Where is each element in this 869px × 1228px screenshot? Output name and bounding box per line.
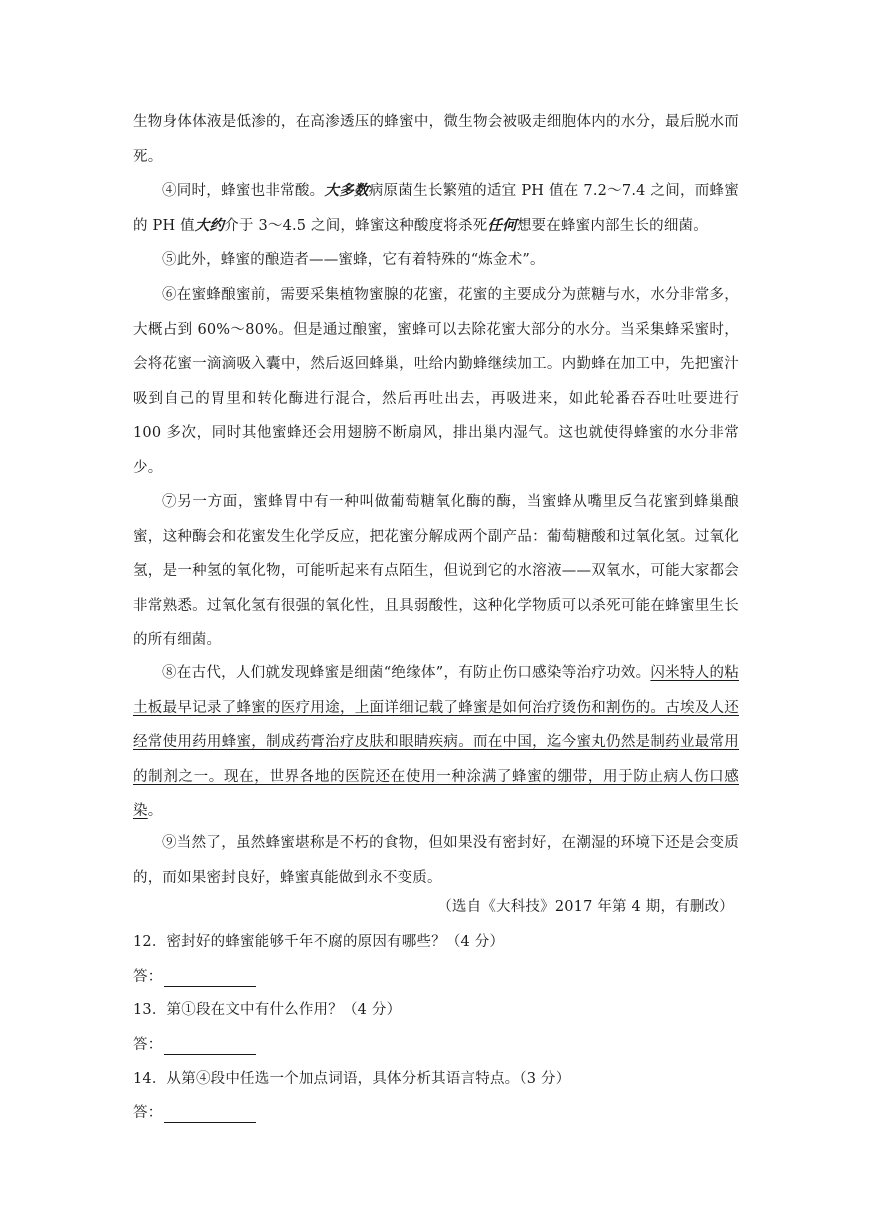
answer-line-14 [133,1103,256,1123]
answer-label: 答： [133,969,163,985]
paragraph-5: ⑤此外，蜂蜜的酿造者——蜜蜂，它有着特殊的“炼金术”。 [162,252,545,268]
paragraph-6: ⑥在蜜蜂酿蜜前，需要采集植物蜜腺的花蜜，花蜜的主要成分为蔗糖与水，水分非常多，大概占到 60%～80%。但是通过酿蜜，蜜蜂可以去除花蜜大部分的水分。当采集蜂采蜜时，会将花蜜一滴滴吸入囊中，然后返回蜂巢，吐给内勤蜂继续加工。内勤蜂在加工中，先把蜜汁吸到自己的胃里和转化酶进行混合，然后再吐出去，再吸进来，如此轮番吞吞吐吐要进行 100 多次，同时其他蜜蜂还会用翅膀不断扇风，排出巢内湿气。这也就使得蜂蜜的水分非常少。 [133,287,739,476]
answer-line-13 [133,1035,256,1055]
p4-text-c: 介于 3～4.5 之间，蜂蜜这种酸度将杀死 [224,217,488,234]
dotted-word-3: 任何 [487,217,517,234]
dotted-word-1: 大多数 [324,183,369,199]
answer-label: 答： [133,1037,163,1053]
dotted-word-2: 大约 [194,217,225,234]
answer-label: 答： [133,1105,163,1121]
question-14: 14．从第④段中任选一个加点词语，具体分析其语言特点。（3 分） [133,1071,571,1087]
p4-text-a: ④同时，蜂蜜也非常酸。 [162,183,325,199]
p4-text-b: 病原菌生长繁殖的适宜 PH 值在 7.2～7.4 之间，而蜂蜜的 PH 值 [133,183,739,234]
paragraph-4 [133,174,739,243]
question-12: 12．密封好的蜂蜜能够千年不腐的原因有哪些？（4 分） [133,934,505,950]
underlined-passage: 闪米特人的粘土板最早记录了蜂蜜的医疗用途，上面详细记载了蜂蜜是如何治疗烫伤和割伤的。古埃及人还经常使用药用蜂蜜，制成药膏治疗皮肤和眼睛疾病。而在中国，迄今蜜丸仍然是制药业最常用的制剂之一。现在，世界各地的医院还在使用一种涂满了蜂蜜的绷带，用于防止病人伤口感染 [133,665,739,819]
paragraph-9: ⑨当然了，虽然蜂蜜堪称是不朽的食物，但如果没有密封好，在潮湿的环境下还是会变质的，而如果密封良好，蜂蜜真能做到永不变质。 [133,835,739,886]
paragraph-3-end: 生物身体体液是低渗的，在高渗透压的蜂蜜中，微生物会被吸走细胞体内的水分，最后脱水而死。 [133,114,739,165]
p4-text-d: 想要在蜂蜜内部生长的细菌。 [516,217,708,234]
answer-line-12 [133,967,256,987]
paragraph-7: ⑦另一方面，蜜蜂胃中有一种叫做葡萄糖氧化酶的酶，当蜜蜂从嘴里反刍花蜜到蜂巢酿蜜，这种酶会和花蜜发生化学反应，把花蜜分解成两个副产品：葡萄糖酸和过氧化氢。过氧化氢，是一种氢的氧化物，可能听起来有点陌生，但说到它的水溶液——双氧水，可能大家都会非常熟悉。过氧化氢有很强的氧化性，且具弱酸性，这种化学物质可以杀死可能在蜂蜜里生长的所有细菌。 [133,494,739,648]
source-citation: （选自《大科技》2017 年第 4 期，有删改） [437,899,734,915]
answer-blank[interactable] [164,1106,256,1123]
question-13: 13．第①段在文中有什么作用？（4 分） [133,1002,402,1018]
answer-blank[interactable] [164,970,256,987]
answer-blank[interactable] [164,1038,256,1055]
p8-text-b: 。 [147,803,163,819]
paragraph-8 [133,656,739,829]
p8-text-a: ⑧在古代，人们就发现蜂蜜是细菌“绝缘体”，有防止伤口感染等治疗功效。 [162,665,651,681]
